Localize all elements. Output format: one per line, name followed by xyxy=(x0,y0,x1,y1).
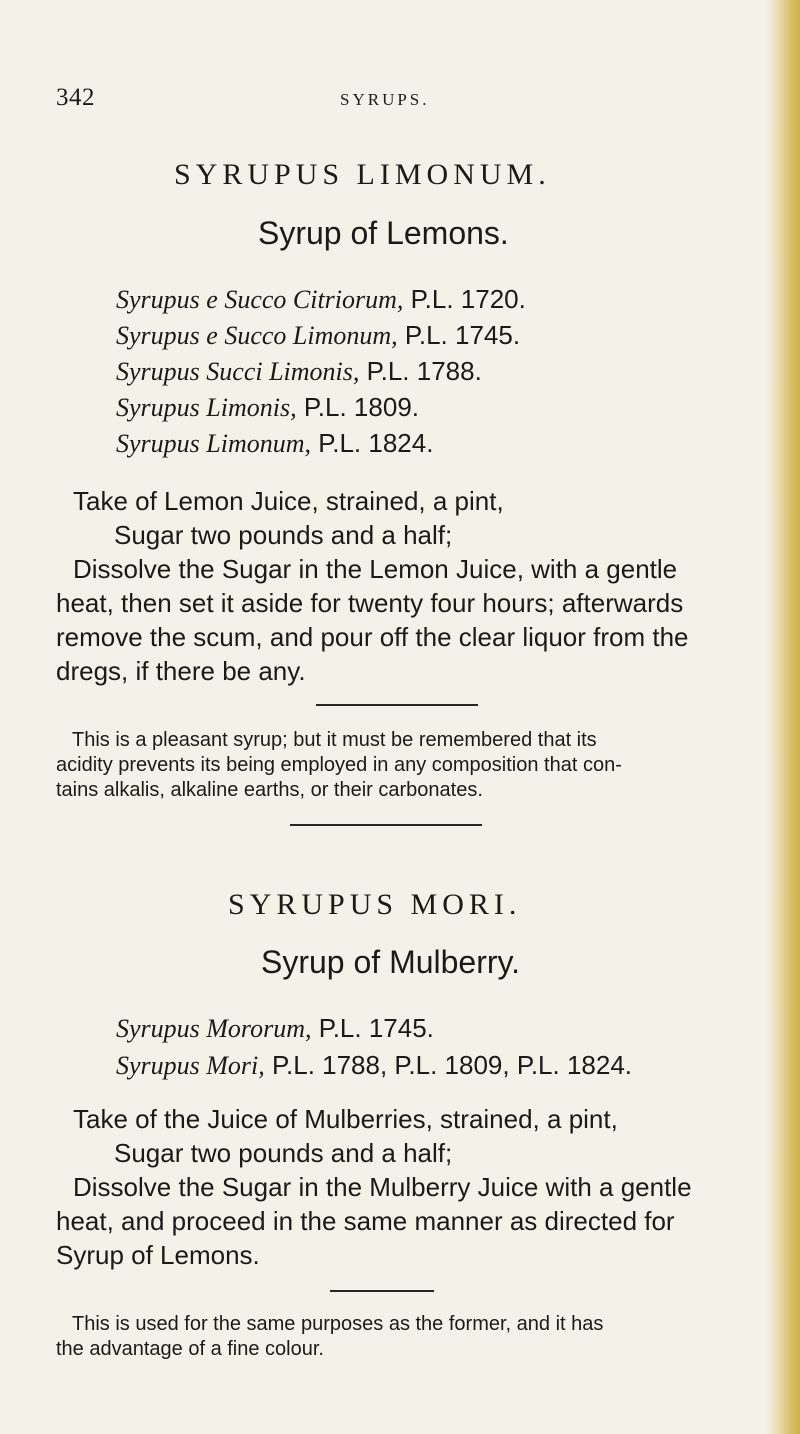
note-line: acidity prevents its being employed in any composition that con- xyxy=(56,754,622,776)
recipe-line: heat, then set it aside for twenty four hours; afterwards xyxy=(56,588,684,618)
recipe-line: Take of Lemon Juice, strained, a pint, xyxy=(73,486,504,516)
note-line: This is a pleasant syrup; but it must be remembered that its xyxy=(72,729,597,751)
synonym-ref: P.L. 1824. xyxy=(318,428,434,458)
recipe-line: Syrup of Lemons. xyxy=(56,1240,260,1270)
synonym-name: Syrupus Limonis, xyxy=(116,393,297,422)
synonym-ref: P.L. 1788, P.L. 1809, P.L. 1824. xyxy=(272,1050,633,1080)
section-title: SYRUPUS MORI. xyxy=(228,888,522,921)
synonym-ref: P.L. 1745. xyxy=(404,320,521,350)
divider-rule xyxy=(330,1290,434,1292)
synonym-line xyxy=(116,1013,434,1044)
divider-rule xyxy=(316,704,478,706)
recipe-line: Dissolve the Sugar in the Lemon Juice, with a gentle xyxy=(73,554,678,584)
synonym-name: Syrupus Mori, xyxy=(116,1051,265,1080)
note-line: the advantage of a fine colour. xyxy=(56,1338,324,1360)
section-title: SYRUPUS LIMONUM. xyxy=(174,158,551,191)
section-subtitle: Syrup of Lemons. xyxy=(258,215,509,251)
synonym-name: Syrupus e Succo Citriorum, xyxy=(116,285,404,314)
running-head: SYRUPS. xyxy=(340,90,430,109)
recipe-line: dregs, if there be any. xyxy=(56,656,306,686)
synonym-ref: P.L. 1720. xyxy=(410,284,526,314)
recipe-line: Sugar two pounds and a half; xyxy=(114,520,453,550)
synonym-line xyxy=(116,428,433,459)
synonym-ref: P.L. 1809. xyxy=(303,392,419,422)
synonym-line xyxy=(116,284,526,315)
synonym-ref: P.L. 1745. xyxy=(318,1013,434,1043)
synonym-name: Syrupus Limonum, xyxy=(116,429,312,458)
page-number: 342 xyxy=(56,84,95,111)
synonym-name: Syrupus e Succo Limonum, xyxy=(116,321,398,350)
recipe-line: Take of the Juice of Mulberries, strained, a pint, xyxy=(73,1104,618,1134)
synonym-line xyxy=(116,320,520,351)
synonym-line xyxy=(116,392,419,423)
synonym-line xyxy=(116,1050,632,1081)
recipe-line: heat, and proceed in the same manner as directed for xyxy=(56,1206,675,1236)
section-divider-rule xyxy=(290,824,482,826)
synonym-name: Syrupus Succi Limonis, xyxy=(116,357,360,386)
synonym-ref: P.L. 1788. xyxy=(366,356,482,386)
note-line: This is used for the same purposes as the former, and it has xyxy=(72,1313,604,1335)
recipe-line: Sugar two pounds and a half; xyxy=(114,1138,453,1168)
recipe-line: remove the scum, and pour off the clear liquor from the xyxy=(56,622,689,652)
section-subtitle: Syrup of Mulberry. xyxy=(261,944,521,980)
recipe-line: Dissolve the Sugar in the Mulberry Juice with a gentle xyxy=(73,1172,692,1202)
synonym-line xyxy=(116,356,482,387)
synonym-name: Syrupus Mororum, xyxy=(116,1014,312,1043)
page-edge-shadow xyxy=(766,0,800,1434)
note-line: tains alkalis, alkaline earths, or their carbonates. xyxy=(56,779,483,801)
